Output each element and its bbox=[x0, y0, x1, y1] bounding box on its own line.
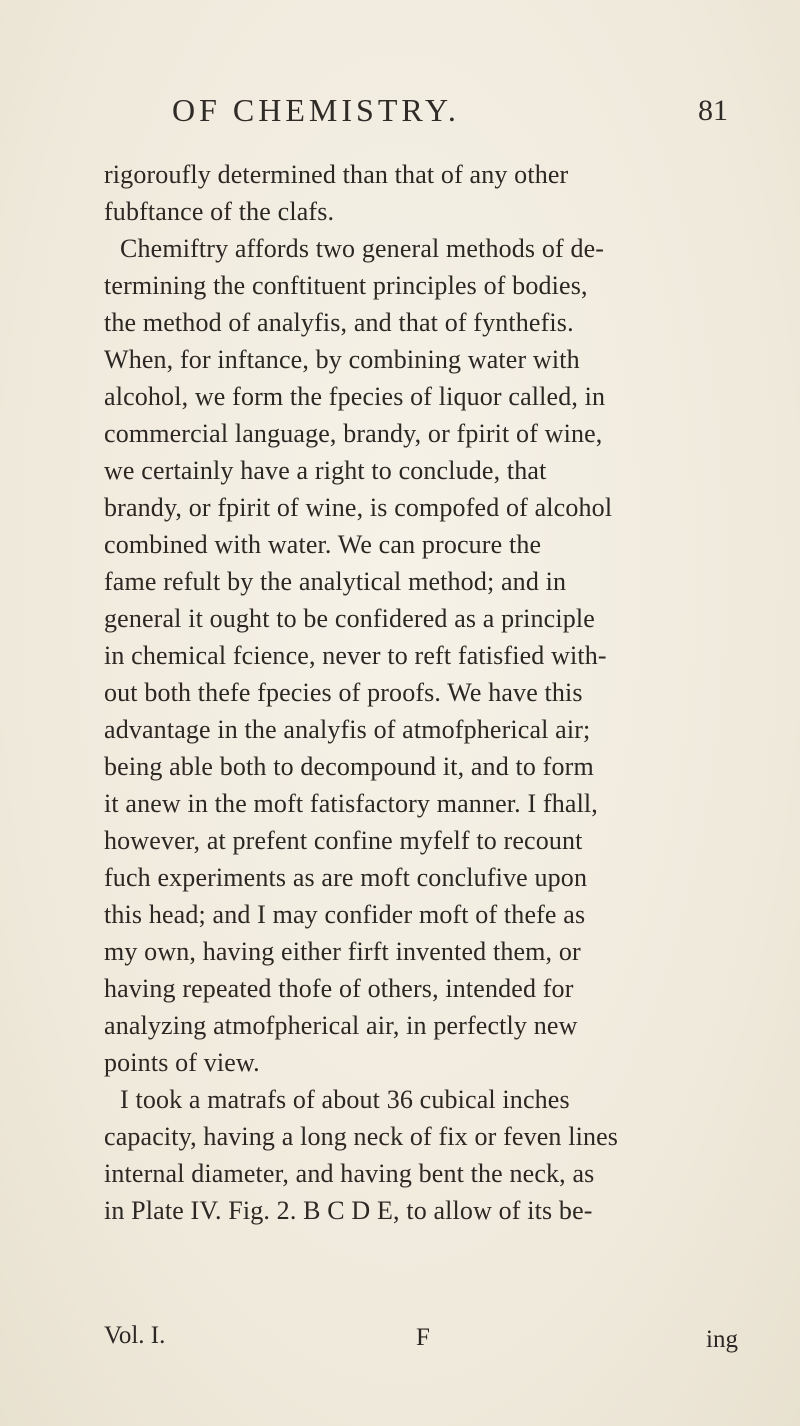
paragraph-first-line: I took a matrafs of about 36 cubical inches bbox=[120, 1085, 570, 1114]
text-line: in Plate IV. Fig. 2. B C D E, to allow of its be- bbox=[104, 1196, 593, 1225]
text-line: points of view. bbox=[104, 1048, 260, 1077]
text-line: internal diameter, and having bent the neck, as bbox=[104, 1159, 595, 1188]
text-line: advantage in the analyfis of atmofpherical air; bbox=[104, 715, 591, 744]
text-line: being able both to decompound it, and to form bbox=[104, 752, 594, 781]
text-line: having repeated thofe of others, intended for bbox=[104, 974, 574, 1003]
text-line: rigoroufly determined than that of any other bbox=[104, 160, 569, 189]
text-line: this head; and I may confider moft of thefe as bbox=[104, 900, 586, 929]
text-line: analyzing atmofpherical air, in perfectly new bbox=[104, 1011, 578, 1040]
text-line: brandy, or fpirit of wine, is compofed of alcohol bbox=[104, 493, 613, 522]
text-line: fubftance of the clafs. bbox=[104, 197, 335, 226]
text-line: we certainly have a right to conclude, that bbox=[104, 456, 547, 485]
text-line: my own, having either firft invented them, or bbox=[104, 937, 581, 966]
paragraph-first-line: Chemiftry affords two general methods of de- bbox=[120, 234, 605, 263]
text-line: out both thefe fpecies of proofs. We have this bbox=[104, 678, 583, 707]
text-line: fame refult by the analytical method; and in bbox=[104, 567, 567, 596]
text-line: capacity, having a long neck of fix or feven lines bbox=[104, 1122, 619, 1151]
text-line: When, for inftance, by combining water with bbox=[104, 345, 580, 374]
text-line: termining the conftituent principles of bodies, bbox=[104, 271, 588, 300]
page-number: 81 bbox=[698, 94, 728, 127]
text-line: however, at prefent confine myfelf to recount bbox=[104, 826, 583, 855]
text-line: in chemical fcience, never to reft fatisfied with- bbox=[104, 641, 607, 670]
catchword: ing bbox=[706, 1326, 738, 1353]
page-footer bbox=[0, 1322, 800, 1362]
text-line: commercial language, brandy, or fpirit of wine, bbox=[104, 419, 603, 448]
text-line: it anew in the moft fatisfactory manner. I fhall, bbox=[104, 789, 598, 818]
text-line: alcohol, we form the fpecies of liquor called, in bbox=[104, 382, 606, 411]
signature-letter: F bbox=[416, 1324, 430, 1351]
running-title: OF CHEMISTRY. bbox=[172, 92, 460, 128]
text-line: combined with water. We can procure the bbox=[104, 530, 542, 559]
text-line: the method of analyfis, and that of fynthefis. bbox=[104, 308, 574, 337]
text-line: fuch experiments as are moft conclufive upon bbox=[104, 863, 588, 892]
text-line: general it ought to be confidered as a principle bbox=[104, 604, 595, 633]
running-head bbox=[0, 92, 800, 142]
volume-signature: Vol. I. bbox=[104, 1322, 166, 1349]
